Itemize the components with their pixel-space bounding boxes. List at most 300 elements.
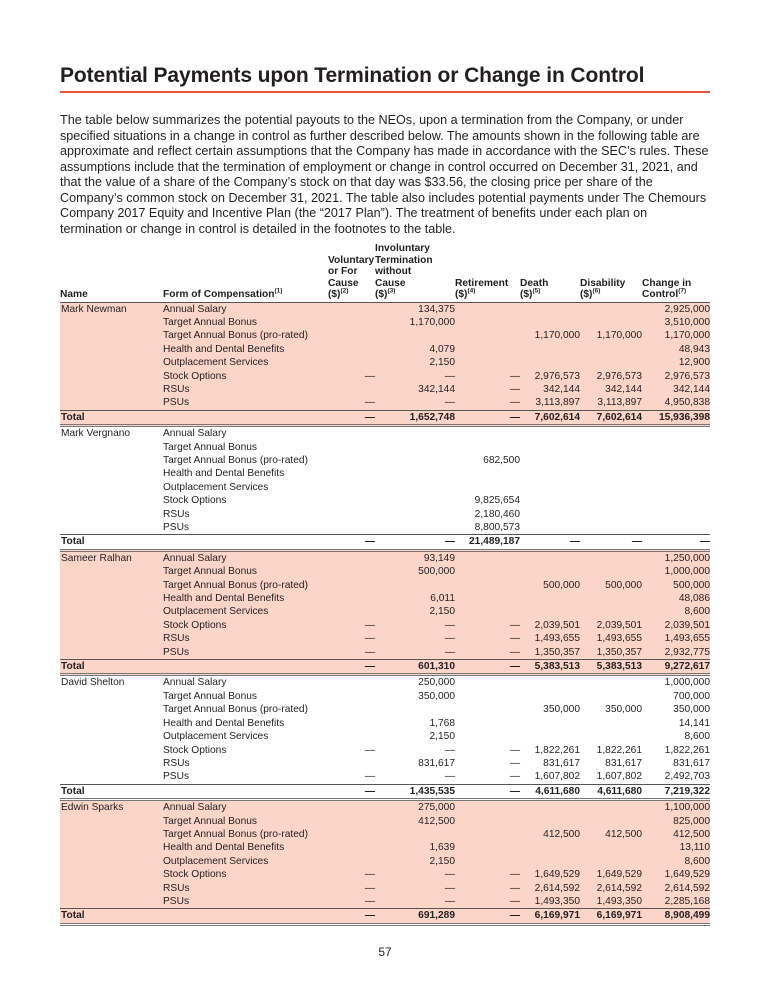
cell-death: 1,493,655 — [520, 632, 580, 645]
cell-inv: — — [375, 882, 455, 895]
cell-form: Stock Options — [163, 370, 328, 383]
table-row — [60, 441, 710, 454]
cell-death — [520, 467, 580, 480]
cell-inv: 2,150 — [375, 356, 455, 369]
cell-vol — [328, 521, 375, 535]
cell-cic — [642, 467, 710, 480]
cell-death: 1,607,802 — [534, 771, 580, 783]
cell-name: Edwin Sparks — [60, 800, 163, 815]
cell-name — [60, 592, 163, 605]
cell-death: 2,039,501 — [520, 619, 580, 632]
cell-ret — [455, 481, 520, 494]
cell-dis: 1,493,350 — [580, 895, 642, 909]
cell-vol — [328, 800, 375, 815]
cell-ret — [455, 343, 520, 356]
table-row — [60, 494, 710, 507]
cell-dis: 1,350,357 — [580, 646, 642, 660]
cell-cic: 13,110 — [642, 841, 710, 854]
cell-name — [60, 770, 163, 784]
cell-name — [60, 717, 163, 730]
cell-name — [60, 605, 163, 618]
cell-vol: — — [328, 868, 375, 881]
table-row — [60, 605, 710, 618]
cell-form: Stock Options — [163, 744, 227, 756]
cell-form: Health and Dental Benefits — [163, 592, 328, 605]
cell-ret — [455, 441, 520, 454]
table-row — [60, 550, 710, 565]
total-ret: — — [455, 784, 520, 799]
table-row — [60, 521, 710, 535]
table-row — [60, 800, 710, 815]
cell-vol — [328, 675, 375, 690]
cell-ret — [455, 467, 520, 480]
cell-name — [60, 383, 163, 396]
cell-dis: 350,000 — [605, 704, 642, 716]
cell-vol — [328, 828, 375, 841]
cell-cic: 1,649,529 — [642, 868, 710, 881]
cell-death — [520, 565, 580, 578]
cell-death — [520, 356, 580, 369]
cell-form: Target Annual Bonus — [163, 690, 258, 702]
cell-inv: — — [444, 771, 455, 783]
cell-death — [520, 441, 580, 454]
total-row — [60, 410, 710, 425]
total-cic: — — [642, 535, 710, 550]
cell-vol — [328, 717, 375, 730]
table-row — [60, 841, 710, 854]
cell-name — [60, 329, 163, 342]
cell-ret: — — [455, 396, 520, 410]
cell-form: Health and Dental Benefits — [163, 841, 328, 854]
table-row — [60, 690, 710, 703]
total-inv: — — [375, 535, 455, 550]
cell-form: Annual Salary — [163, 302, 328, 316]
header-retirement: Retirement ($)$^{(4)}$ — [455, 277, 509, 300]
table-body — [60, 302, 710, 924]
cell-cic — [642, 454, 710, 467]
table-row — [60, 730, 710, 743]
intro-paragraph: The table below summarizes the potential payouts to the NEOs, upon a termination from the Company, or under specified situations in a change in control as further described below. The amounts shown in the following table are approximate and reflect certain assumptions that the Company has made in accordance with the SEC’s rules. These assumptions include that the termination of employment or change in control occurred on December 31, 2021, and that the value of a share of the Company’s stock on that day was $33.56, the closing price per share of the Company’s common stock on December 31, 2021. The table also includes potential payments under The Chemours Company 2017 Equity and Incentive Plan (the “2017 Plan”). The treatment of benefits under each plan on termination or change in control is detailed in the footnotes to the table. — [60, 113, 709, 236]
cell-name — [60, 343, 163, 356]
cell-death — [520, 730, 580, 743]
cell-dis: 1,170,000 — [580, 329, 642, 342]
cell-vol — [328, 565, 375, 578]
cell-form: Stock Options — [163, 619, 328, 632]
cell-cic: 3,510,000 — [642, 316, 710, 329]
cell-inv: — — [375, 895, 455, 909]
cell-vol — [328, 383, 375, 396]
cell-death: 500,000 — [520, 579, 580, 592]
cell-death: 1,493,350 — [520, 895, 580, 909]
cell-form: PSUs — [163, 396, 328, 410]
cell-cic — [642, 481, 710, 494]
total-dis: 4,611,680 — [580, 784, 642, 799]
cell-cic — [642, 494, 710, 507]
cell-vol: — — [328, 895, 375, 909]
cell-inv: — — [375, 632, 455, 645]
total-label: Total — [60, 660, 163, 675]
cell-death — [520, 800, 580, 815]
cell-dis: 2,976,573 — [580, 370, 642, 383]
cell-ret: — — [509, 757, 520, 769]
header-change-in-control: Change in Control$^{(7)}$ — [642, 277, 692, 300]
cell-form: Target Annual Bonus — [163, 441, 258, 453]
cell-death: 831,617 — [543, 757, 580, 769]
cell-death — [520, 592, 580, 605]
cell-form: Outplacement Services — [163, 481, 269, 493]
cell-form: Annual Salary — [163, 428, 227, 440]
total-inv: 691,289 — [375, 909, 455, 924]
cell-name — [60, 882, 163, 895]
cell-form: Stock Options — [163, 495, 227, 507]
table-row — [60, 619, 710, 632]
cell-dis: 1,607,802 — [596, 771, 642, 783]
cell-dis: 342,144 — [580, 383, 642, 396]
cell-form: PSUs — [163, 771, 190, 783]
cell-form: Outplacement Services — [163, 731, 269, 743]
cell-dis — [580, 717, 642, 730]
cell-form: Target Annual Bonus (pro-rated) — [163, 454, 308, 466]
cell-name — [60, 454, 163, 467]
cell-cic: 2,976,573 — [642, 370, 710, 383]
total-cic: 8,908,499 — [642, 909, 710, 924]
table-row — [60, 316, 710, 329]
cell-name — [60, 521, 163, 535]
cell-death — [520, 494, 580, 507]
total-cic: 9,272,617 — [642, 660, 710, 675]
cell-ret — [455, 690, 520, 703]
cell-cic: 350,000 — [673, 704, 710, 716]
table-row — [60, 757, 710, 770]
cell-form: Target Annual Bonus (pro-rated) — [163, 828, 328, 841]
cell-form: Annual Salary — [163, 550, 328, 565]
total-inv: 601,310 — [375, 660, 455, 675]
cell-dis — [580, 675, 642, 690]
cell-vol — [328, 508, 375, 521]
cell-vol — [328, 855, 375, 868]
cell-name — [60, 757, 163, 770]
cell-inv: 250,000 — [418, 677, 455, 689]
cell-vol — [328, 481, 375, 494]
cell-ret: 2,180,460 — [474, 508, 520, 520]
cell-cic: 2,932,775 — [642, 646, 710, 660]
table-row — [60, 508, 710, 521]
cell-inv: 350,000 — [418, 690, 455, 702]
cell-cic: 2,285,168 — [642, 895, 710, 909]
cell-ret — [455, 605, 520, 618]
cell-form: PSUs — [163, 522, 190, 533]
cell-dis — [580, 550, 642, 565]
cell-death — [520, 426, 580, 441]
table-row — [60, 895, 710, 909]
cell-cic: 342,144 — [642, 383, 710, 396]
cell-inv: 1,639 — [375, 841, 455, 854]
cell-name — [60, 619, 163, 632]
cell-ret — [455, 855, 520, 868]
cell-cic: 825,000 — [642, 815, 710, 828]
cell-cic: 1,250,000 — [642, 550, 710, 565]
cell-cic: 1,822,261 — [664, 744, 710, 756]
cell-inv: 2,150 — [375, 605, 455, 618]
cell-inv: — — [375, 868, 455, 881]
cell-name — [60, 868, 163, 881]
cell-dis — [580, 426, 642, 441]
cell-inv: — — [375, 396, 455, 410]
cell-ret: — — [455, 882, 520, 895]
cell-death: 2,976,573 — [520, 370, 580, 383]
table-row — [60, 815, 710, 828]
table-row — [60, 770, 710, 784]
cell-name — [60, 579, 163, 592]
total-vol: — — [328, 410, 375, 425]
total-label: Total — [60, 535, 163, 550]
cell-vol — [328, 467, 375, 480]
total-label: Total — [60, 784, 163, 799]
cell-death — [520, 316, 580, 329]
total-death: 4,611,680 — [520, 784, 580, 799]
cell-name — [60, 508, 163, 521]
cell-death — [520, 605, 580, 618]
total-cic: 7,219,322 — [642, 784, 710, 799]
cell-inv: 93,149 — [375, 550, 455, 565]
cell-name — [60, 828, 163, 841]
cell-vol — [328, 605, 375, 618]
cell-vol — [328, 815, 375, 828]
cell-dis: 831,617 — [605, 757, 642, 769]
table-row — [60, 356, 710, 369]
cell-vol: — — [328, 619, 375, 632]
table-row — [60, 592, 710, 605]
cell-ret — [455, 800, 520, 815]
cell-cic: 1,000,000 — [664, 677, 710, 689]
cell-inv — [375, 441, 455, 454]
cell-form — [163, 535, 328, 550]
cell-ret: — — [455, 370, 520, 383]
cell-vol — [328, 579, 375, 592]
cell-name — [60, 356, 163, 369]
page-number: 57 — [378, 945, 392, 959]
cell-vol — [328, 316, 375, 329]
cell-dis — [580, 690, 642, 703]
cell-death — [520, 550, 580, 565]
total-dis: — — [580, 535, 642, 550]
total-ret: — — [455, 410, 520, 425]
cell-ret — [455, 703, 520, 716]
cell-inv: — — [375, 646, 455, 660]
table-row — [60, 370, 710, 383]
cell-ret: 9,825,654 — [474, 495, 520, 507]
table-row — [60, 343, 710, 356]
cell-name: Sameer Ralhan — [60, 550, 163, 565]
cell-inv — [375, 467, 455, 480]
cell-form: Target Annual Bonus — [163, 316, 328, 329]
cell-name — [60, 815, 163, 828]
cell-cic: 500,000 — [642, 579, 710, 592]
cell-vol: — — [328, 632, 375, 645]
cell-name — [60, 565, 163, 578]
cell-form — [163, 784, 328, 799]
cell-inv — [375, 481, 455, 494]
total-label: Total — [60, 410, 163, 425]
cell-name — [60, 730, 163, 743]
total-inv: 1,435,535 — [375, 784, 455, 799]
cell-name — [60, 646, 163, 660]
cell-dis — [580, 343, 642, 356]
cell-dis — [580, 508, 642, 521]
cell-dis — [580, 855, 642, 868]
cell-ret: — — [509, 771, 520, 783]
page-title: Potential Payments upon Termination or Change in Control — [60, 64, 710, 93]
cell-form: Health and Dental Benefits — [163, 343, 328, 356]
cell-dis: 500,000 — [580, 579, 642, 592]
cell-form: RSUs — [163, 508, 190, 520]
cell-death — [520, 302, 580, 316]
cell-cic — [642, 426, 710, 441]
cell-name — [60, 396, 163, 410]
header-name: Name — [60, 289, 88, 300]
cell-ret: 682,500 — [483, 454, 520, 466]
total-dis: 6,169,971 — [580, 909, 642, 924]
cell-name — [60, 441, 163, 454]
cell-inv: 412,500 — [375, 815, 455, 828]
total-ret: — — [455, 660, 520, 675]
cell-death — [520, 815, 580, 828]
table-row — [60, 565, 710, 578]
cell-vol — [328, 757, 375, 770]
cell-form: Target Annual Bonus (pro-rated) — [163, 579, 328, 592]
cell-name: Mark Vergnano — [61, 428, 131, 440]
table-row — [60, 646, 710, 660]
cell-name: David Shelton — [61, 677, 125, 689]
header-involuntary: Involuntary Termination without Cause ($)$^{(3)}$ — [375, 243, 433, 300]
cell-vol — [328, 441, 375, 454]
cell-name — [60, 494, 163, 507]
cell-name — [60, 895, 163, 909]
cell-cic: 831,617 — [673, 757, 710, 769]
cell-vol: — — [364, 744, 375, 756]
cell-vol — [328, 356, 375, 369]
cell-form: Health and Dental Benefits — [163, 468, 285, 480]
cell-name — [60, 703, 163, 716]
cell-inv — [375, 426, 455, 441]
cell-dis: 412,500 — [580, 828, 642, 841]
cell-ret — [455, 841, 520, 854]
cell-vol — [328, 730, 375, 743]
cell-dis — [580, 841, 642, 854]
total-vol: — — [328, 660, 375, 675]
cell-cic: 1,100,000 — [642, 800, 710, 815]
cell-dis: 2,614,592 — [580, 882, 642, 895]
cell-death — [520, 675, 580, 690]
cell-cic: 700,000 — [673, 690, 710, 702]
total-death: 5,383,513 — [520, 660, 580, 675]
cell-death: 412,500 — [520, 828, 580, 841]
cell-dis — [580, 441, 642, 454]
cell-inv: 4,079 — [375, 343, 455, 356]
cell-form: PSUs — [163, 895, 328, 909]
cell-ret — [455, 316, 520, 329]
total-row — [60, 909, 710, 924]
cell-form: Health and Dental Benefits — [163, 717, 285, 729]
cell-death: 3,113,897 — [520, 396, 580, 410]
cell-form: RSUs — [163, 757, 190, 769]
cell-ret: — — [509, 744, 520, 756]
cell-ret — [455, 579, 520, 592]
cell-form: PSUs — [163, 646, 328, 660]
header-voluntary: Voluntary or For Cause ($)$^{(2)}$ — [328, 254, 375, 300]
total-death: 6,169,971 — [520, 909, 580, 924]
cell-cic: 2,925,000 — [642, 302, 710, 316]
cell-dis — [580, 521, 642, 535]
cell-cic: 8,600 — [642, 855, 710, 868]
total-dis: 7,602,614 — [580, 410, 642, 425]
total-row — [60, 784, 710, 799]
cell-dis — [580, 815, 642, 828]
cell-vol — [328, 494, 375, 507]
table-row — [60, 396, 710, 410]
cell-form: Outplacement Services — [163, 855, 328, 868]
cell-death — [520, 343, 580, 356]
table-row — [60, 828, 710, 841]
table-row — [60, 481, 710, 494]
cell-death — [520, 690, 580, 703]
cell-dis — [580, 454, 642, 467]
cell-dis — [580, 800, 642, 815]
cell-form — [163, 909, 328, 924]
cell-name — [60, 690, 163, 703]
cell-death: 1,649,529 — [520, 868, 580, 881]
cell-death: 1,350,357 — [520, 646, 580, 660]
cell-death — [520, 717, 580, 730]
total-row — [60, 535, 710, 550]
total-vol: — — [328, 535, 375, 550]
cell-cic: 2,492,703 — [664, 771, 710, 783]
cell-inv: 342,144 — [375, 383, 455, 396]
cell-form: Annual Salary — [163, 677, 227, 689]
cell-inv — [375, 329, 455, 342]
cell-vol — [328, 426, 375, 441]
cell-dis: 1,822,261 — [596, 744, 642, 756]
table-row — [60, 302, 710, 316]
header-disability: Disability ($)$^{(6)}$ — [580, 277, 626, 300]
total-inv: 1,652,748 — [375, 410, 455, 425]
total-row — [60, 660, 710, 675]
cell-death — [520, 855, 580, 868]
total-cic: 15,936,398 — [642, 410, 710, 425]
cell-vol — [328, 703, 375, 716]
cell-death: 1,822,261 — [534, 744, 580, 756]
cell-dis: 1,493,655 — [580, 632, 642, 645]
table-row — [60, 882, 710, 895]
cell-cic: 8,600 — [642, 605, 710, 618]
cell-inv — [375, 454, 455, 467]
cell-form: Stock Options — [163, 868, 328, 881]
cell-dis — [580, 730, 642, 743]
cell-form: Target Annual Bonus (pro-rated) — [163, 329, 328, 342]
cell-form: Target Annual Bonus — [163, 815, 328, 828]
cell-dis — [580, 481, 642, 494]
cell-form: RSUs — [163, 383, 328, 396]
table-row — [60, 703, 710, 716]
table-row — [60, 744, 710, 757]
cell-form — [163, 660, 328, 675]
total-vol: — — [328, 784, 375, 799]
cell-cic — [642, 508, 710, 521]
cell-form: Outplacement Services — [163, 605, 328, 618]
cell-inv — [375, 508, 455, 521]
cell-cic: 8,600 — [684, 731, 710, 743]
cell-inv — [375, 521, 455, 535]
